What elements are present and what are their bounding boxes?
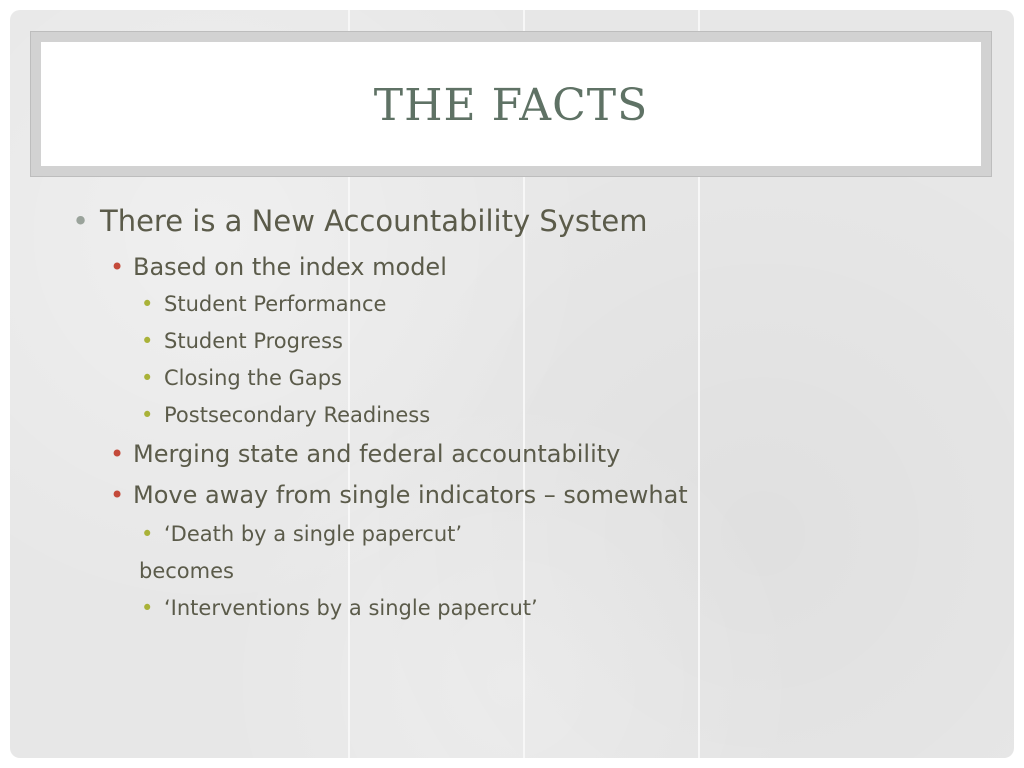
bullet-level3: Closing the Gaps <box>164 366 342 390</box>
bullet-marker: • <box>141 403 154 427</box>
bullet-marker: • <box>141 596 154 620</box>
bullet-level3: Student Progress <box>164 329 343 353</box>
bullet-marker: • <box>141 522 154 546</box>
bullet-marker: • <box>141 329 154 353</box>
slide-body <box>10 10 1014 758</box>
bullet-level3: ‘Interventions by a single papercut’ <box>164 596 538 620</box>
slide <box>10 10 1014 758</box>
bullet-marker: • <box>110 481 125 509</box>
bullet-marker: • <box>110 253 125 281</box>
bullet-marker: • <box>141 292 154 316</box>
bullet-level1: There is a New Accountability System <box>100 204 648 238</box>
bullet-level2: Merging state and federal accountability <box>133 440 621 468</box>
bullet-marker: • <box>141 366 154 390</box>
plain-text-line: becomes <box>139 559 234 583</box>
bullet-level2: Move away from single indicators – somewhat <box>133 481 688 509</box>
bullet-level3: Postsecondary Readiness <box>164 403 431 427</box>
slide-title: THE FACTS <box>373 79 649 131</box>
bullet-level3: ‘Death by a single papercut’ <box>164 522 463 546</box>
bullet-level2: Based on the index model <box>133 253 447 281</box>
bullet-marker: • <box>110 440 125 468</box>
bullet-level3: Student Performance <box>164 292 387 316</box>
bullet-marker: • <box>72 204 90 238</box>
